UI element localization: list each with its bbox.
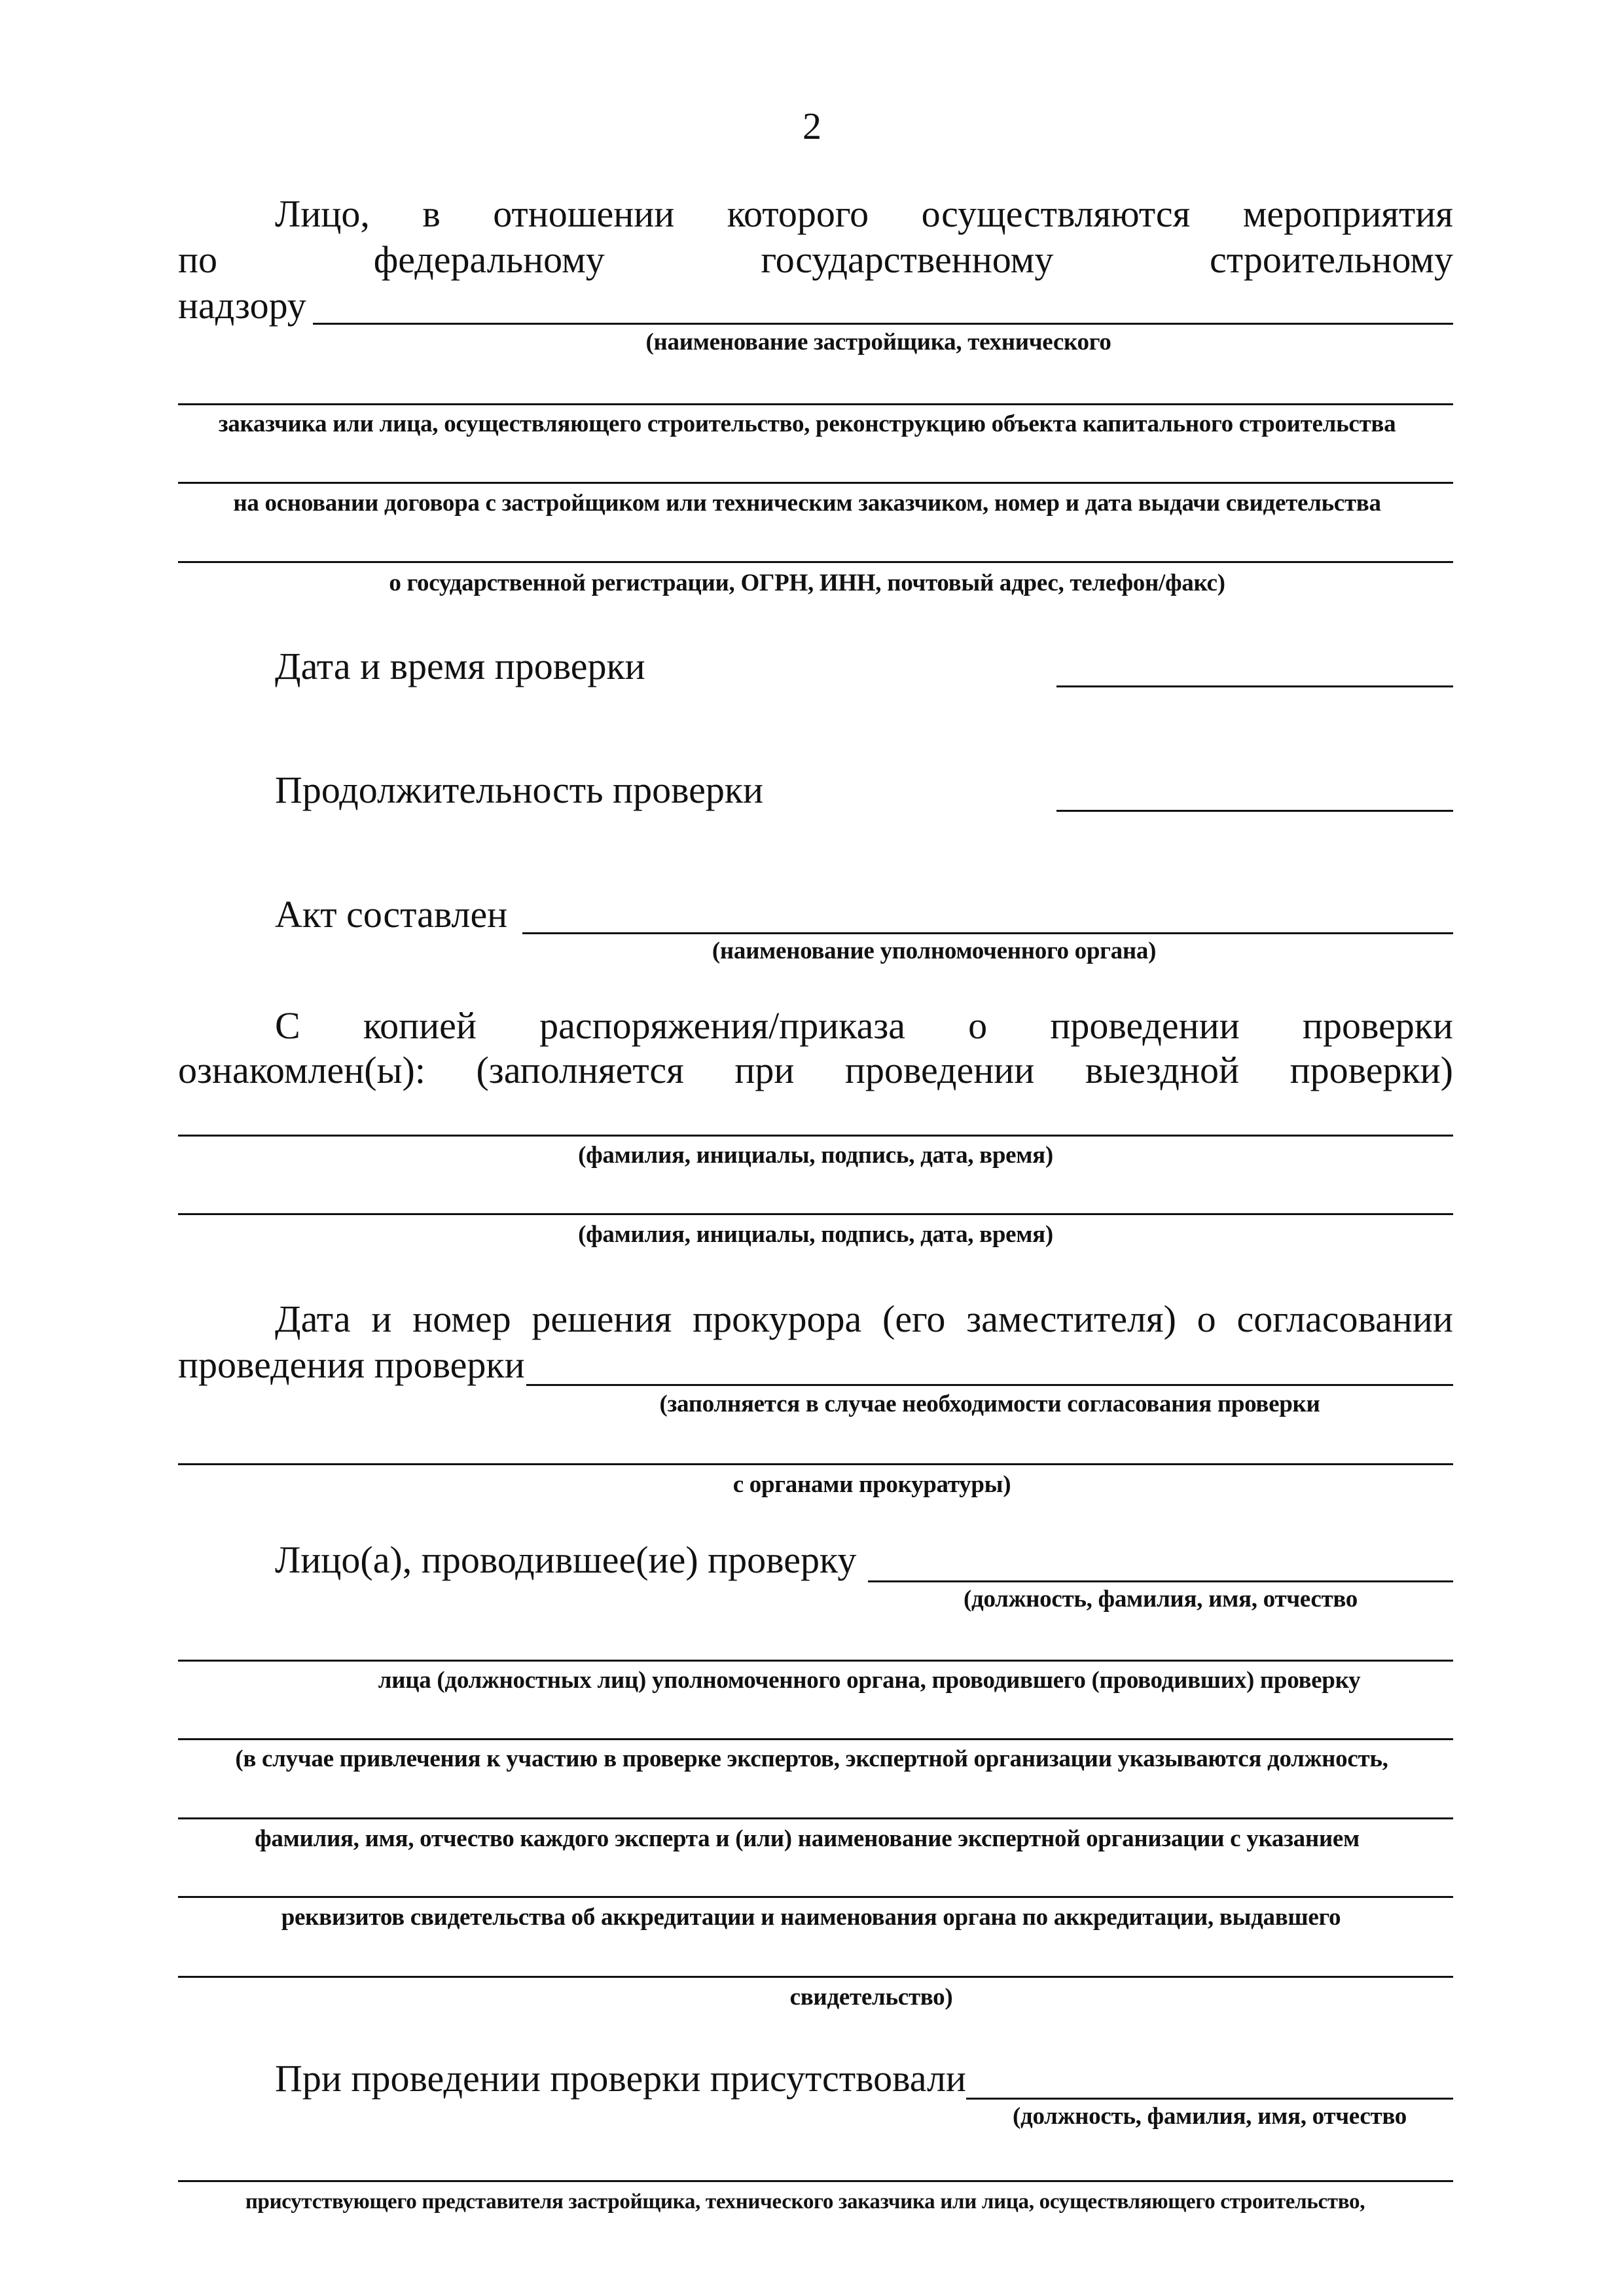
subject-field-line-4[interactable]: [178, 561, 1453, 563]
prosecutor-field-line-2[interactable]: [178, 1463, 1453, 1465]
present-field[interactable]: [966, 2098, 1453, 2100]
prosecutor-line-2: проведения проверки: [178, 1343, 525, 1386]
inspectors-field-line-4[interactable]: [178, 1817, 1453, 1819]
order-copy-caption-1: (фамилия, инициалы, подпись, дата, время): [578, 1142, 1053, 1169]
subject-heading-line-1: Лицо, в отношении которого осуществляются мероприятия: [275, 192, 1453, 235]
check-duration-field[interactable]: [1056, 810, 1453, 812]
order-copy-line-1: С копией распоряжения/приказа о проведении проверки: [275, 1004, 1453, 1047]
subject-field-line-2[interactable]: [178, 403, 1453, 405]
act-compiled-caption: (наименование уполномоченного органа): [712, 938, 1157, 964]
subject-caption-4: о государственной регистрации, ОГРН, ИНН, почтовый адрес, телефон/факс): [389, 570, 1225, 596]
page-number: 2: [803, 105, 821, 147]
subject-caption-1: (наименование застройщика, технического: [645, 329, 1111, 355]
order-copy-signature-field-2[interactable]: [178, 1213, 1453, 1215]
subject-name-field[interactable]: [313, 323, 1453, 325]
subject-heading-line-3: надзору: [178, 284, 306, 327]
inspectors-field-line-3[interactable]: [178, 1738, 1453, 1740]
present-field-line-2[interactable]: [178, 2180, 1453, 2182]
check-datetime-field[interactable]: [1056, 685, 1453, 687]
inspectors-caption-3: (в случае привлечения к участию в проверке экспертов, экспертной организации указываются должность,: [235, 1745, 1388, 1772]
order-copy-signature-field-1[interactable]: [178, 1135, 1453, 1137]
order-copy-caption-2: (фамилия, инициалы, подпись, дата, время): [578, 1221, 1053, 1248]
present-label: При проведении проверки присутствовали: [275, 2057, 966, 2100]
inspectors-caption-1: (должность, фамилия, имя, отчество: [964, 1586, 1358, 1613]
act-compiled-field[interactable]: [522, 932, 1453, 934]
inspectors-caption-6: свидетельство): [789, 1984, 953, 2011]
check-duration-label: Продолжительность проверки: [275, 769, 764, 811]
inspectors-field-line-5[interactable]: [178, 1896, 1453, 1898]
inspectors-caption-4: фамилия, имя, отчество каждого эксперта и (или) наименование экспертной организации с указанием: [255, 1825, 1360, 1852]
prosecutor-line-1: Дата и номер решения прокурора (его заместителя) о согласовании: [275, 1298, 1453, 1340]
prosecutor-caption-1: (заполняется в случае необходимости согласования проверки: [659, 1391, 1320, 1417]
prosecutor-decision-field[interactable]: [526, 1384, 1453, 1386]
inspectors-field-line-2[interactable]: [178, 1660, 1453, 1662]
check-datetime-label: Дата и время проверки: [275, 645, 645, 687]
subject-field-line-3[interactable]: [178, 482, 1453, 484]
inspectors-field-line-6[interactable]: [178, 1976, 1453, 1978]
inspectors-field[interactable]: [868, 1580, 1453, 1582]
subject-heading-line-2: по федеральному государственному строительному: [178, 238, 1453, 281]
prosecutor-caption-2: с органами прокуратуры): [732, 1471, 1011, 1498]
present-caption-2: присутствующего представителя застройщика, технического заказчика или лица, осуществляющего строительство,: [245, 2190, 1365, 2214]
order-copy-line-2: ознакомлен(ы): (заполняется при проведении выездной проверки): [178, 1049, 1453, 1091]
subject-caption-2: заказчика или лица, осуществляющего строительство, реконструкцию объекта капитального строительства: [218, 410, 1396, 437]
act-compiled-label: Акт составлен: [275, 893, 508, 936]
present-caption-1: (должность, фамилия, имя, отчество: [1013, 2103, 1407, 2130]
inspectors-caption-2: лица (должностных лиц) уполномоченного органа, проводившего (проводивших) проверку: [378, 1667, 1361, 1694]
inspectors-label: Лицо(а), проводившее(ие) проверку: [275, 1539, 857, 1581]
inspectors-caption-5: реквизитов свидетельства об аккредитации и наименования органа по аккредитации, выдавшего: [281, 1904, 1341, 1931]
subject-caption-3: на основании договора с застройщиком или техническим заказчиком, номер и дата выдачи свидетельства: [233, 490, 1381, 517]
